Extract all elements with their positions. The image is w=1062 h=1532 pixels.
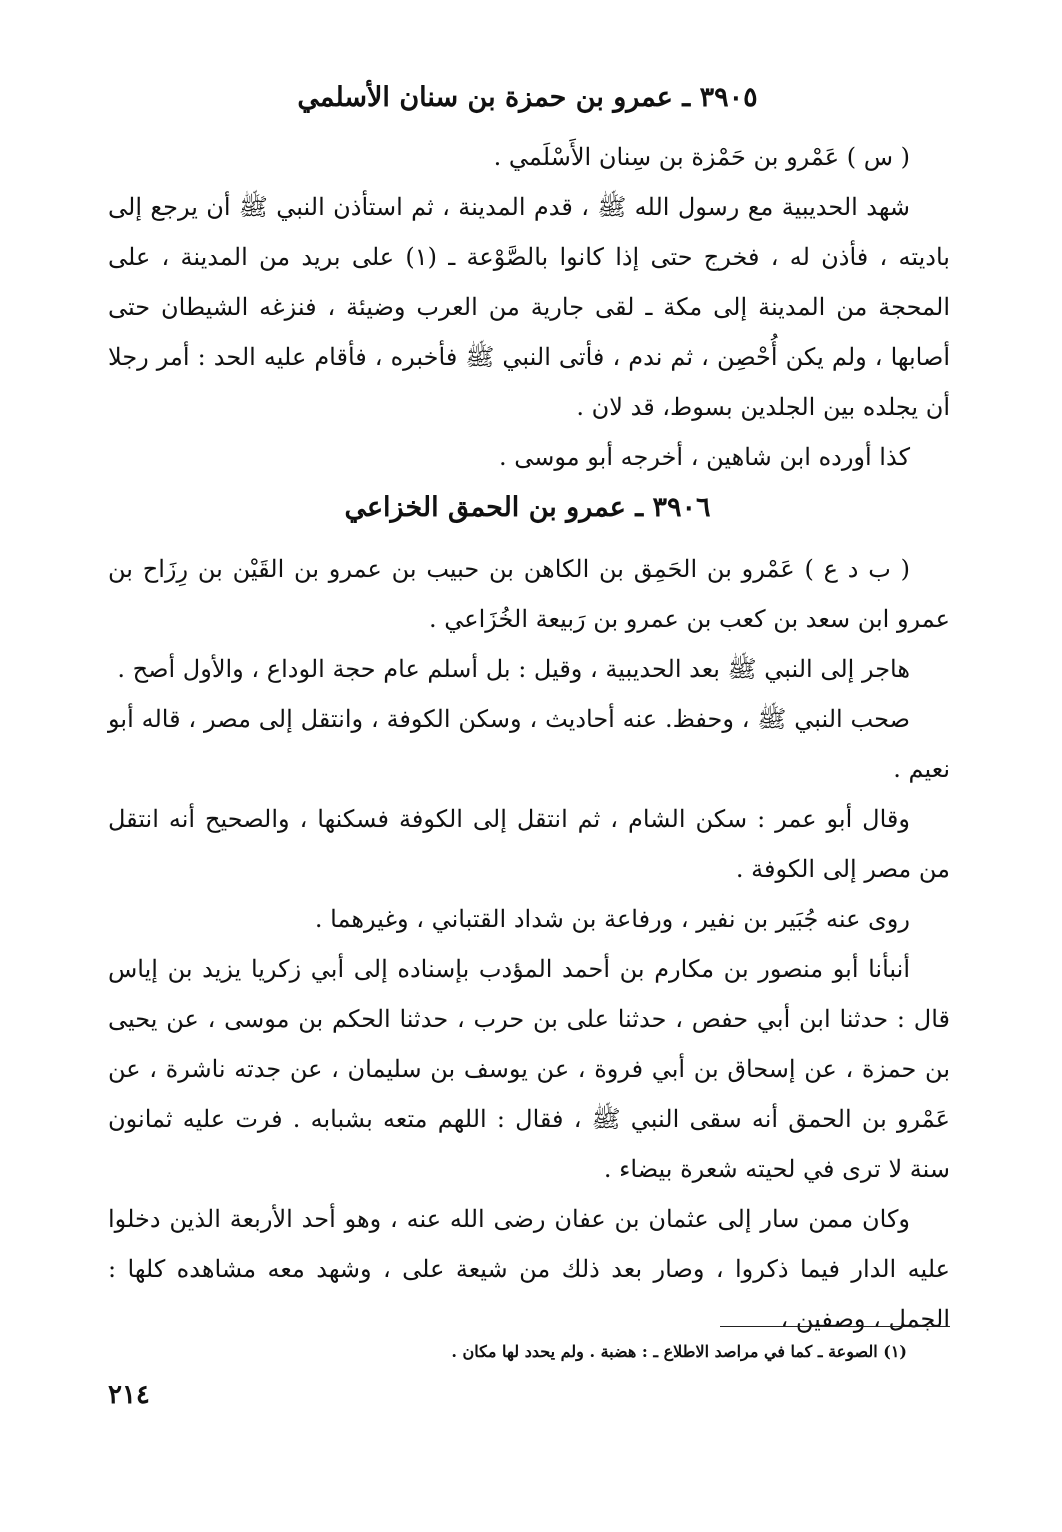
entry-paragraph: وقال أبو عمر : سكن الشام ، ثم انتقل إلى الكوفة فسكنها ، والصحيح أنه انتقل من مصر إلى الكوفة . <box>108 805 950 883</box>
entry-heading-3905: ٣٩٠٥ ـ عمرو بن حمزة بن سنان الأسلمي <box>297 82 758 113</box>
entry-heading-3906: ٣٩٠٦ ـ عمرو بن الحمق الخزاعي <box>344 492 711 523</box>
entry-paragraph: هاجر إلى النبي ﷺ بعد الحديبية ، وقيل : بل أسلم عام حجة الوداع ، والأول أصح . <box>117 655 910 683</box>
entry-paragraph: صحب النبي ﷺ ، وحفظ. عنه أحاديث ، وسكن الكوفة ، وانتقل إلى مصر ، قاله أبو نعيم . <box>108 705 950 783</box>
entry-paragraph: كذا أورده ابن شاهين ، أخرجه أبو موسى . <box>499 443 910 471</box>
entry-paragraph: وكان ممن سار إلى عثمان بن عفان رضى الله عنه ، وهو أحد الأربعة الذين دخلوا عليه الدار فيما ذكروا ، وصار بعد ذلك من شيعة على ، وشهد معه مشاهده كلها : الجمل ، وصفين ، <box>108 1205 950 1333</box>
entry-paragraph: أنبأنا أبو منصور بن مكارم بن أحمد المؤدب بإسناده إلى أبي زكريا يزيد بن إياس قال : حدثنا ابن أبي حفص ، حدثنا على بن حرب ، حدثنا الحكم بن موسى ، عن يحيى بن حمزة ، عن إسحاق بن أبي فروة ، عن يوسف بن سليمان ، عن جدته ناشرة ، عن عَمْرو بن الحمق أنه سقى النبي ﷺ ، فقال : اللهم متعه بشبابه . فرت عليه ثمانون سنة لا ترى في لحيته شعرة بيضاء . <box>108 955 950 1183</box>
entry-body-3906 <box>108 544 950 1344</box>
entry-body-3905 <box>108 132 950 482</box>
entry-lineage: ( ب د ع ) عَمْرو بن الحَمِق بن الكاهن بن حبيب بن عمرو بن القَيْن بن رِزَاح بن عمرو ابن سعد بن كعب بن عمرو بن رَبيعة الخُزَاعي . <box>108 555 950 633</box>
page-number: ٢١٤ <box>108 1380 150 1410</box>
footnote-divider <box>720 1326 950 1327</box>
entry-paragraph: روى عنه جُبَير بن نفير ، ورفاعة بن شداد القتباني ، وغيرهما . <box>314 905 910 933</box>
footnote: (١) الصوعة ـ كما في مراصد الاطلاع ـ : هضبة . ولم يحدد لها مكان . <box>451 1342 907 1361</box>
entry-paragraph: شهد الحديبية مع رسول الله ﷺ ، قدم المدينة ، ثم استأذن النبي ﷺ أن يرجع إلى باديته ، فأذن له ، فخرج حتى إذا كانوا بالصَّوْعة ـ (١) على بريد من المدينة ، على المحجة من المدينة إلى مكة ـ لقى جارية من العرب وضيئة ، فنزغه الشيطان حتى أصابها ، ولم يكن أُحْصِن ، ثم ندم ، فأتى النبي ﷺ فأخبره ، فأقام عليه الحد : أمر رجلا أن يجلده بين الجلدين بسوط، قد لان . <box>108 193 950 421</box>
entry-lineage: ( س ) عَمْرو بن حَمْزة بن سِنان الأَسْلَمي . <box>493 143 910 171</box>
